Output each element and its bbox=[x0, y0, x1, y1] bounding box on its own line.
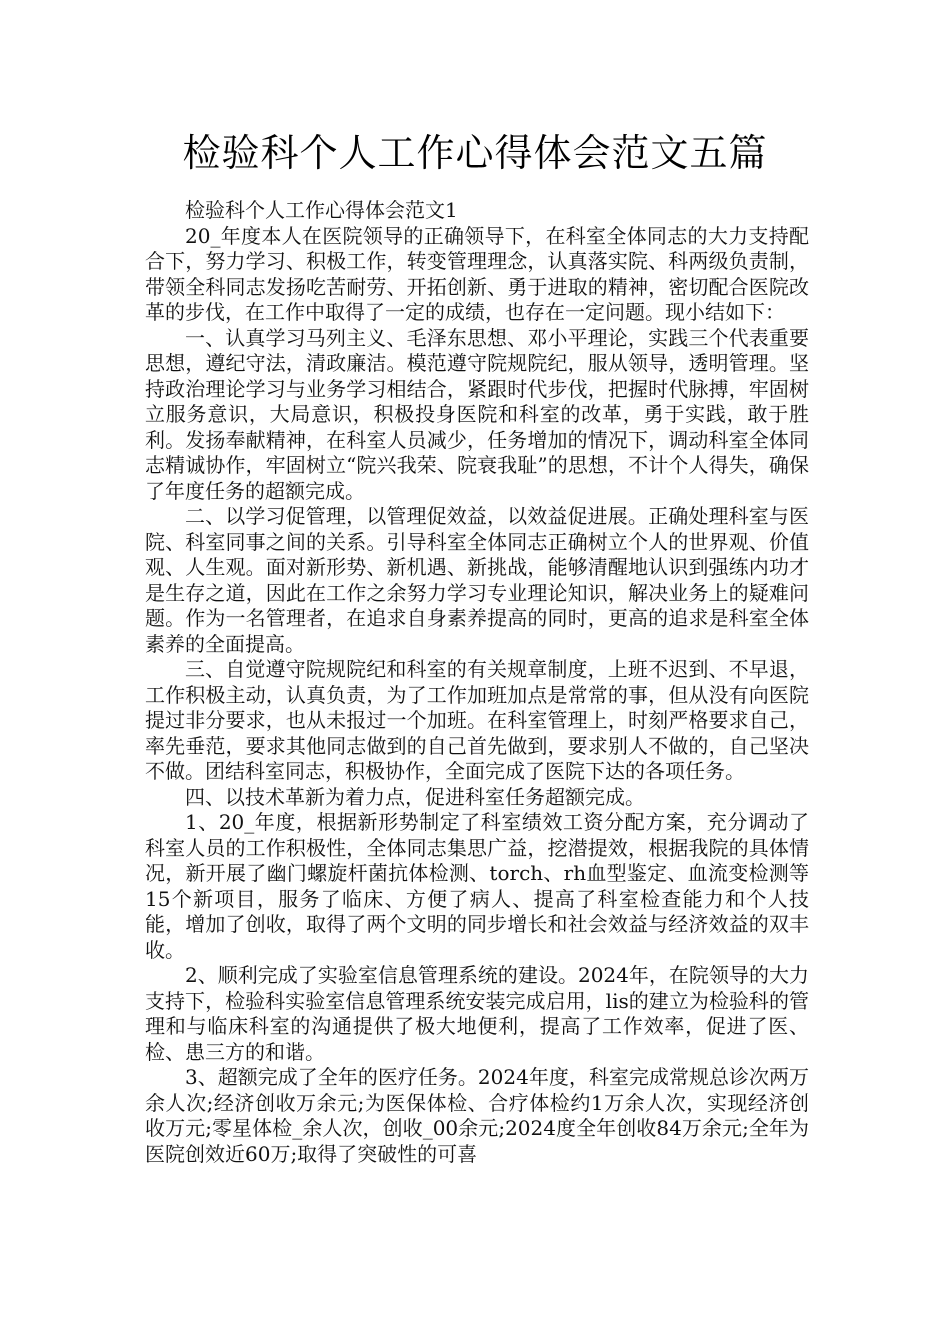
paragraph-point-3: 三、自觉遵守院规院纪和科室的有关规章制度，上班不迟到、不早退，工作积极主动，认真负责，为了工作加班加点是常常的事，但从没有向医院提过非分要求，也从未报过一个加班。在科室管理上，时刻严格要求自己，率先垂范，要求其他同志做到的自己首先做到，要求别人不做的，自己坚决不做。团结科室同志，积极协作，全面完成了医院下达的各项任务。 bbox=[145, 657, 809, 783]
paragraph-point-1: 一、认真学习马列主义、毛泽东思想、邓小平理论，实践三个代表重要思想，遵纪守法，清政廉洁。模范遵守院规院纪，服从领导，透明管理。坚持政治理论学习与业务学习相结合，紧跟时代步伐，把握时代脉搏，牢固树立服务意识，大局意识，积极投身医院和科室的改革，勇于实践，敢于胜利。发扬奉献精神，在科室人员减少，任务增加的情况下，调动科室全体同志精诚协作，牢固树立“院兴我荣、院衰我耻”的思想，不计个人得失，确保了年度任务的超额完成。 bbox=[145, 325, 809, 503]
paragraph-subpoint-1: 1、20_年度，根据新形势制定了科室绩效工资分配方案，充分调动了科室人员的工作积极性，全体同志集思广益，挖潜提效，根据我院的具体情况，新开展了幽门螺旋杆菌抗体检测、torch、rh血型鉴定、血流变检测等15个新项目，服务了临床、方便了病人、提高了科室检查能力和个人技能，增加了创收，取得了两个文明的同步增长和社会效益与经济效益的双丰收。 bbox=[145, 810, 809, 962]
document-title: 检验科个人工作心得体会范文五篇 bbox=[182, 131, 768, 175]
section-heading: 检验科个人工作心得体会范文1 bbox=[185, 198, 458, 222]
document-body bbox=[145, 198, 809, 1167]
paragraph-subpoint-2: 2、顺利完成了实验室信息管理系统的建设。2024年，在院领导的大力支持下，检验科实验室信息管理系统安装完成启用，lis的建立为检验科的管理和与临床科室的沟通提供了极大地便利，提高了工作效率，促进了医、检、患三方的和谐。 bbox=[145, 963, 809, 1064]
paragraph-point-2: 二、以学习促管理，以管理促效益，以效益促进展。正确处理科室与医院、科室同事之间的关系。引导科室全体同志正确树立个人的世界观、价值观、人生观。面对新形势、新机遇、新挑战，能够清醒地认识到强练内功才是生存之道，因此在工作之余努力学习专业理论知识，解决业务上的疑难问题。作为一名管理者，在追求自身素养提高的同时，更高的追求是科室全体素养的全面提高。 bbox=[145, 504, 809, 656]
paragraph-intro: 20_年度本人在医院领导的正确领导下，在科室全体同志的大力支持配合下，努力学习、积极工作，转变管理理念，认真落实院、科两级负责制，带领全科同志发扬吃苦耐劳、开拓创新、勇于进取的精神，密切配合医院改革的步伐，在工作中取得了一定的成绩，也存在一定问题。现小结如下： bbox=[145, 223, 809, 324]
paragraph-point-4: 四、以技术革新为着力点，促进科室任务超额完成。 bbox=[185, 784, 645, 809]
paragraph-subpoint-3: 3、超额完成了全年的医疗任务。2024年度，科室完成常规总诊次两万余人次;经济创收万余元;为医保体检、合疗体检约1万余人次，实现经济创收万元;零星体检_余人次，创收_00余元;2024度全年创收84万余元;全年为医院创效近60万;取得了突破性的可喜 bbox=[145, 1065, 809, 1166]
